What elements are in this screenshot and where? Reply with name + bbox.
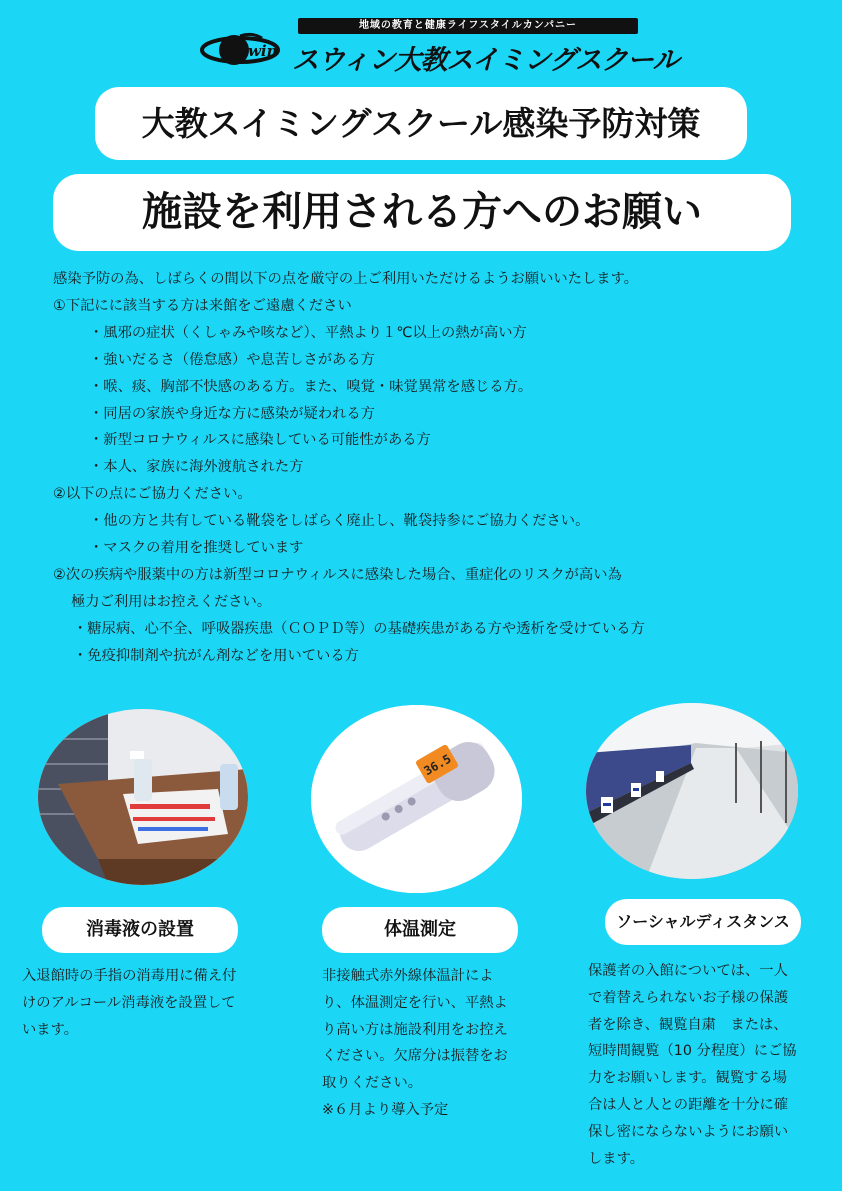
section-heading: ②次の疾病や服薬中の方は新型コロナウィルスに感染した場合、重症化のリスクが高い為 (53, 566, 622, 583)
notice-body (53, 266, 813, 670)
section-heading: ②以下の点にご協力ください。 (53, 486, 252, 503)
text-line: ※６月より導入予定 (322, 1101, 449, 1118)
sanitizer-label: 消毒液の設置 (42, 907, 238, 953)
text-line: 保護者の入館については、一人 (588, 963, 788, 979)
list-item: ・風邪の症状（くしゃみや咳など）、平熱より１℃以上の熱が高い方 (89, 324, 527, 341)
list-item: ・新型コロナウィルスに感染している可能性がある方 (89, 432, 431, 449)
company-tagline: 地域の教育と健康ライフスタイルカンパニー (298, 18, 638, 34)
list-item: ・マスクの着用を推奨しています (89, 540, 304, 557)
section-heading-cont: 極力ご利用はお控えください。 (71, 593, 272, 610)
text-line: で着替えられないお子様の保護 (588, 989, 789, 1006)
social-distance-label: ソーシャルディスタンス (605, 899, 801, 945)
page-subtitle: 施設を利用される方へのお願い (53, 174, 791, 251)
social-distance-description (588, 958, 824, 1172)
text-line: り、体温測定を行い、平熱よ (322, 994, 508, 1011)
list-item: ・同居の家族や身近な方に感染が疑われる方 (89, 405, 375, 422)
notice-intro: 感染予防の為、しばらくの間以下の点を厳守の上ご利用いただけるようお願いいたします。 (53, 271, 639, 287)
corridor-photo (586, 703, 798, 879)
text-line: 者を除き、観覧自粛 または、 (588, 1016, 788, 1033)
temperature-check-description (322, 963, 544, 1124)
text-line: 短時間観覧（10 分程度）にご協 (588, 1043, 797, 1060)
list-item: ・糖尿病、心不全、呼吸器疾患（ＣＯＰＤ等）の基礎疾患がある方や透析を受けている方 (73, 620, 645, 637)
page-title: 大教スイミングスクール感染予防対策 (95, 87, 747, 160)
text-line: り高い方は施設利用をお控え (322, 1021, 508, 1038)
thermometer-readout: 36.5 (421, 751, 454, 779)
text-line: 保し密にならないようにお願い (588, 1123, 789, 1140)
text-line: います。 (22, 1021, 79, 1038)
temperature-check-label: 体温測定 (322, 907, 518, 953)
list-item: ・強いだるさ（倦怠感）や息苦しさがある方 (89, 351, 375, 368)
sanitizer-description (22, 963, 262, 1043)
list-item: ・喉、痰、胸部不快感のある方。また、嗅覚・味覚異常を感じる方。 (89, 378, 533, 395)
list-item: ・免疫抑制剤や抗がん剤などを用いている方 (73, 647, 359, 664)
text-line: 入退館時の手指の消毒用に備え付 (22, 968, 237, 984)
header-logo (200, 18, 679, 76)
logo-mark-text: win (248, 42, 278, 60)
thermometer-photo (311, 705, 522, 893)
sanitizer-photo (38, 709, 248, 885)
list-item: ・他の方と共有している靴袋をしばらく廃止し、靴袋持参にご協力ください。 (89, 513, 590, 530)
brand-name: スウィン大教スイミングスクール (292, 45, 679, 76)
text-line: 力をお願いします。観覧する場 (588, 1070, 788, 1087)
text-line: 取りください。 (322, 1075, 423, 1092)
text-line: 合は人と人との距離を十分に確 (588, 1096, 789, 1113)
text-line: けのアルコール消毒液を設置して (22, 994, 236, 1011)
section-heading: ①下記にに該当する方は来館をご遠慮ください (53, 297, 352, 314)
swin-logo-icon (200, 30, 292, 70)
text-line: 非接触式赤外線体温計によ (322, 968, 494, 984)
list-item: ・本人、家族に海外渡航された方 (89, 459, 304, 476)
text-line: ください。欠席分は振替をお (322, 1048, 508, 1065)
text-line: します。 (588, 1150, 645, 1167)
